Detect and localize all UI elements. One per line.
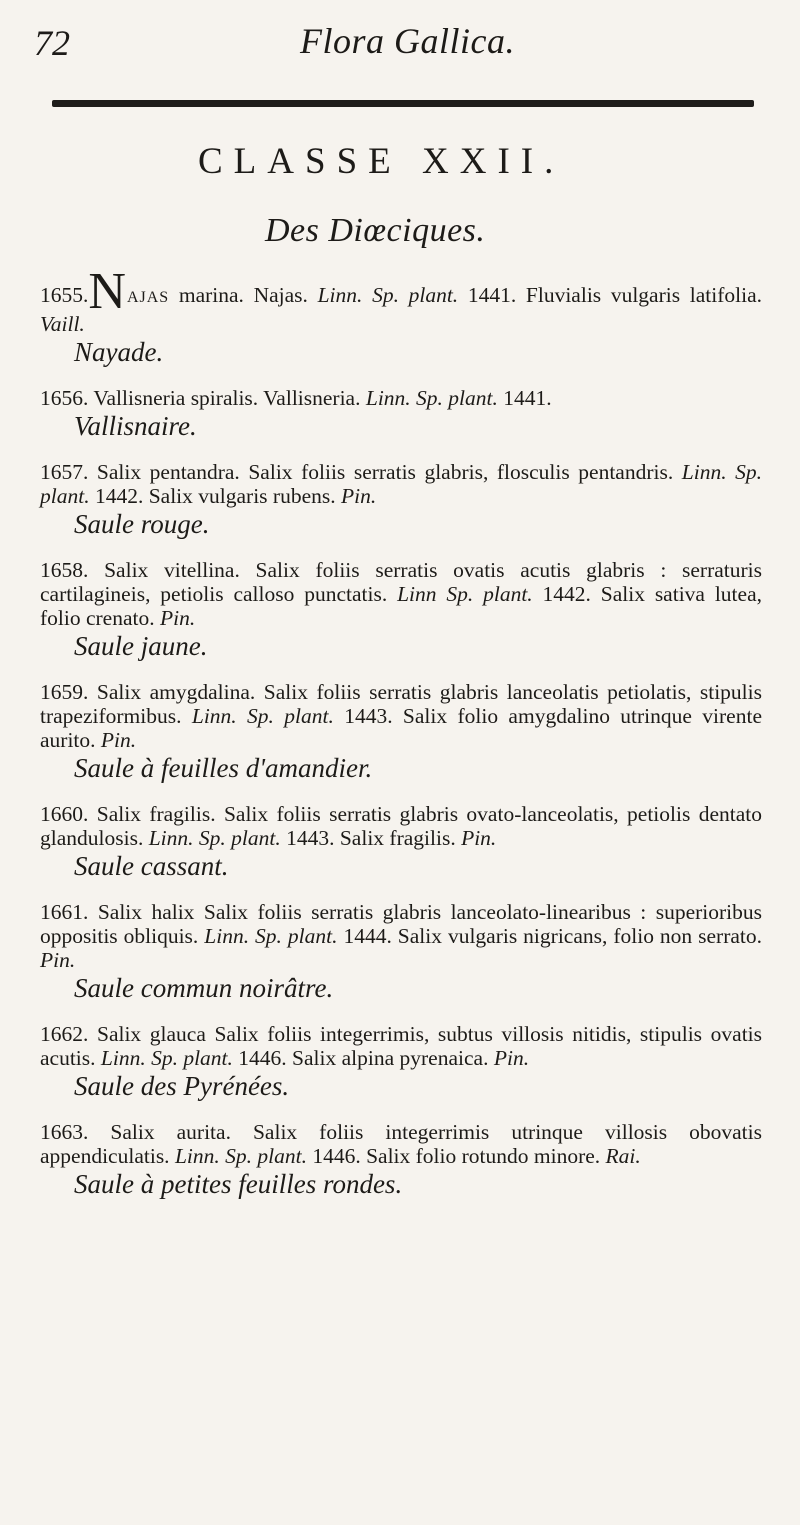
entry-text [40, 263, 763, 336]
entry-reference-2: Pin. [40, 948, 76, 972]
entry-description-cont: 1442. Salix sativa lutea, folio crenato. [40, 582, 762, 630]
entry-number: 1659. [40, 680, 89, 704]
entry-description: Salix amygdalina. Salix foliis serratis glabris lanceolatis petiolatis, stipulis trapeziformibus. [40, 680, 762, 728]
species-entry [40, 386, 762, 442]
entry-text [40, 386, 762, 410]
entry-reference-2: Rai. [605, 1144, 641, 1168]
entry-description-cont: 1444. Salix vulgaris nigricans, folio non serrato. [343, 924, 762, 948]
vernacular-name: Vallisnaire. [74, 411, 197, 441]
vernacular-name: Saule rouge. [74, 509, 210, 539]
entry-description-cont: 1446. Salix alpina pyrenaica. [238, 1046, 489, 1070]
entry-text [40, 680, 762, 752]
entry-reference: Linn. Sp. plant. [191, 704, 334, 728]
species-entry [40, 802, 762, 882]
entry-number: 1663. [40, 1120, 89, 1144]
vernacular-name: Nayade. [74, 337, 164, 367]
species-entry [40, 1120, 762, 1200]
entry-number: 1658. [40, 558, 89, 582]
entry-reference-2: Vaill. [40, 312, 85, 336]
entry-description-cont: 1443. Salix folio amygdalino utrinque virente aurito. [40, 704, 762, 752]
entry-description: marina. Najas. [178, 283, 308, 307]
species-entry [40, 263, 763, 368]
entry-description-cont: 1441. [503, 386, 552, 410]
entry-description-cont: 1446. Salix folio rotundo minore. [312, 1144, 601, 1168]
entry-reference: Linn. Sp. plant. [40, 460, 763, 508]
entry-description-cont: 1442. Salix vulgaris rubens. [94, 484, 336, 508]
vernacular-name: Saule à petites feuilles rondes. [74, 1169, 403, 1199]
species-entry [40, 558, 762, 662]
entry-number: 1657. [40, 460, 89, 484]
header-rule [52, 100, 754, 107]
species-entry [40, 900, 762, 1004]
drop-cap: N [88, 263, 126, 320]
vernacular-name: Saule des Pyrénées. [74, 1071, 290, 1101]
entry-description-cont: 1441. Fluvialis vulgaris latifolia. [467, 283, 763, 307]
entry-text [40, 802, 762, 850]
page-header [0, 0, 800, 110]
entry-reference: Linn. Sp. plant. [317, 283, 459, 307]
entry-reference: Linn Sp. plant. [397, 582, 533, 606]
entry-reference: Linn. Sp. plant. [100, 1046, 233, 1070]
entry-description: Salix vitellina. Salix foliis serratis ovatis acutis glabris : serraturis cartilagineis, petiolis calloso punctatis. [40, 558, 762, 606]
entry-description: Salix fragilis. Salix foliis serratis glabris ovato-lanceolatis, petiolis dentato glandulosis. [40, 802, 762, 850]
species-entry [40, 460, 762, 540]
entry-description: Salix pentandra. Salix foliis serratis glabris, flosculis pentandris. [96, 460, 674, 484]
entry-number: 1660. [40, 802, 89, 826]
class-title: CLASSE XXII. [198, 141, 565, 182]
entry-reference: Linn. Sp. plant. [365, 386, 498, 410]
entry-number: 1655. [40, 283, 89, 307]
running-title: Flora Gallica. [300, 21, 515, 61]
entry-description: Salix aurita. Salix foliis integerrimis utrinque villosis obovatis appendiculatis. [40, 1120, 762, 1168]
entry-text [40, 1120, 762, 1168]
vernacular-name: Saule à feuilles d'amandier. [74, 753, 373, 783]
class-subtitle: Des Diœciques. [265, 212, 486, 249]
entry-reference-2: Pin. [493, 1046, 530, 1070]
entry-description: Vallisneria spiralis. Vallisneria. [93, 386, 361, 410]
entry-description-cont: 1443. Salix fragilis. [286, 826, 456, 850]
entry-reference: Linn. Sp. plant. [148, 826, 281, 850]
entry-reference: Linn. Sp. plant. [204, 924, 338, 948]
species-entry [40, 680, 762, 784]
entry-number: 1662. [40, 1022, 89, 1046]
entry-description: Salix halix Salix foliis serratis glabris lanceolato-linearibus : superioribus oppositis obliquis. [40, 900, 763, 948]
vernacular-name: Saule commun noirâtre. [74, 973, 334, 1003]
entry-reference-2: Pin. [461, 826, 497, 850]
entry-text [40, 558, 762, 630]
species-list [40, 263, 763, 1200]
entry-number: 1656. [40, 386, 89, 410]
entry-reference: Linn. Sp. plant. [174, 1144, 307, 1168]
vernacular-name: Saule jaune. [74, 631, 208, 661]
entry-text [40, 1022, 762, 1070]
entry-text [40, 900, 762, 972]
genus-small-caps: AJAS [126, 289, 170, 306]
vernacular-name: Saule cassant. [74, 851, 229, 881]
entry-reference-2: Pin. [160, 606, 196, 630]
entry-description: Salix glauca Salix foliis integerrimis, subtus villosis nitidis, stipulis ovatis acutis. [40, 1022, 763, 1070]
entry-number: 1661. [40, 900, 89, 924]
entry-reference-2: Pin. [341, 484, 377, 508]
species-entry [40, 1022, 762, 1102]
entry-reference-2: Pin. [100, 728, 137, 752]
page-number: 72 [34, 23, 70, 63]
entry-text [40, 460, 762, 508]
